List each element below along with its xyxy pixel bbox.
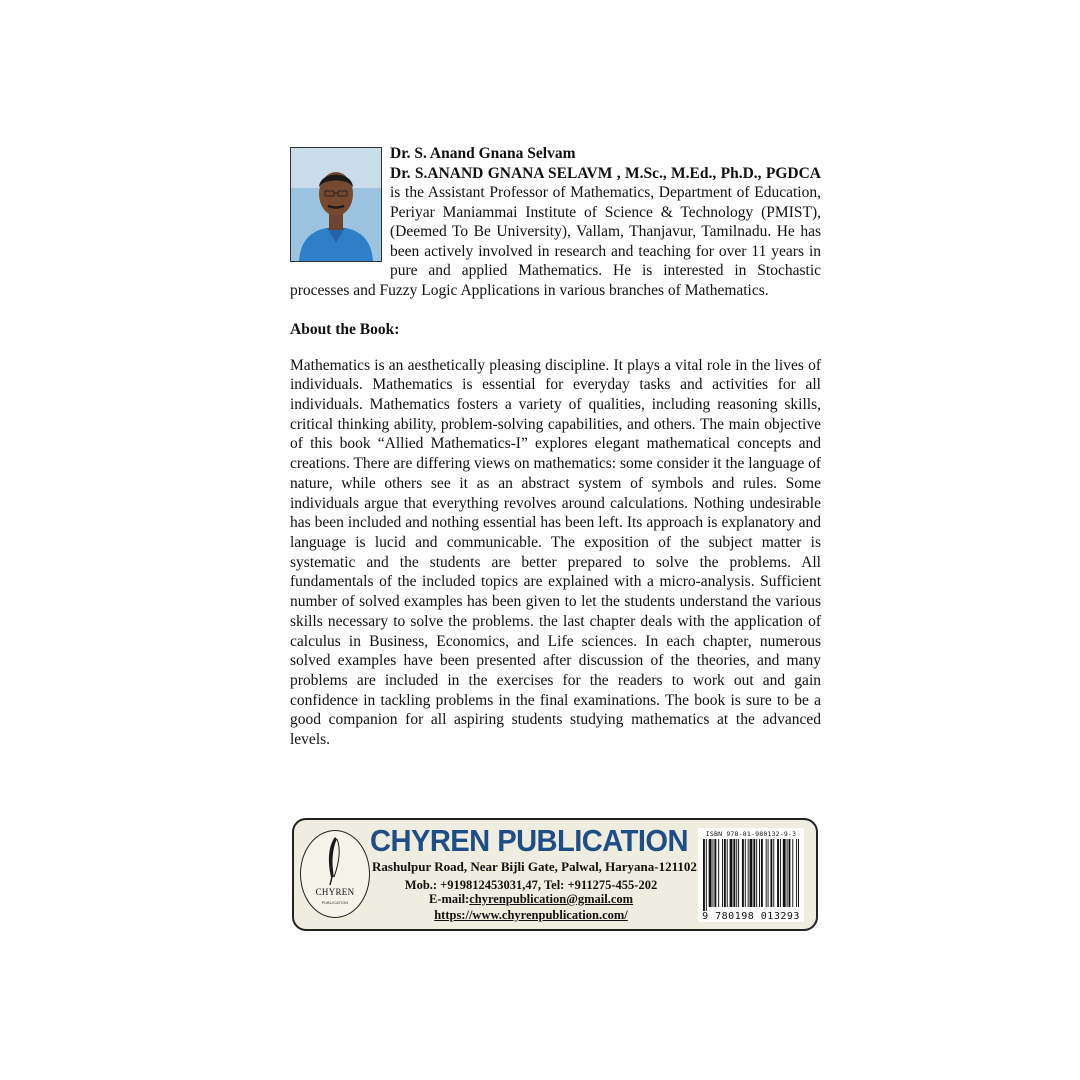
- barcode-bar: [703, 839, 705, 911]
- publisher-email-line: [372, 892, 690, 907]
- barcode-bar: [718, 839, 719, 907]
- barcode-bar: [796, 839, 797, 907]
- quill-pen-icon: [301, 831, 369, 887]
- barcode-bar: [789, 839, 791, 907]
- barcode-bar: [787, 839, 788, 907]
- about-book-text: Mathematics is an aesthetically pleasing discipline. It plays a vital role in the lives of individuals. Mathematics is essential for everyday tasks and activities for all individuals. Mathematics fosters a variety of qualities, including reasoning skills, critical thinking ability, problem-solving capabilities, and others. The main objective of this book “Allied Mathematics-I” explores elegant mathematical concepts and creations. There are differing views on mathematics: some consider it the language of nature, while others see it as an abstract system of symbols and rules. Some individuals argue that everything revolves around calculations. Nothing undesirable has been included and nothing essential has been left. Its approach is explanatory and language is lucid and communicable. The exposition of the subject matter is systematic and the students are better prepared to solve the problems. All fundamentals of the included topics are explained with a micro-analysis. Sufficient number of solved examples has been given to let the students understand the various skills necessary to solve the problems. the last chapter deals with the application of calculus in Business, Economics, and Life sciences. In each chapter, numerous solved examples have been presented after discussion of the theories, and many problems are included in the exercises for the readers to work out and gain confidence in tackling problems in the final examinations. The book is sure to be a good companion for all aspiring students studying mathematics at the advanced levels.: [290, 356, 821, 749]
- barcode-bar: [770, 839, 772, 907]
- barcode-bar: [748, 839, 749, 907]
- logo-subtext: PUBLICATION: [321, 901, 349, 905]
- barcode-bar: [756, 839, 757, 907]
- barcode-bar: [742, 839, 744, 907]
- barcode-bar: [745, 839, 746, 907]
- barcode-bar: [733, 839, 735, 907]
- back-cover-content: [290, 144, 821, 750]
- author-photo: [290, 147, 382, 262]
- publisher-address: Rashulpur Road, Near Bijli Gate, Palwal, Haryana-121102: [372, 859, 697, 874]
- about-book-heading: About the Book:: [290, 320, 400, 338]
- isbn-label: ISBN 978-81-980132-9-3: [705, 830, 797, 838]
- publisher-phone: Mob.: +919812453031,47, Tel: +911275-455-202: [404, 878, 658, 892]
- publisher-box: [292, 818, 818, 931]
- isbn-barcode: [698, 828, 804, 922]
- isbn-digits: 9 780198 013293: [702, 911, 800, 922]
- email-label: E-mail:: [428, 892, 470, 906]
- barcode-bar: [798, 839, 799, 907]
- barcode-bar: [738, 839, 739, 907]
- author-bio-block: [290, 144, 821, 301]
- barcode-bar: [730, 839, 733, 907]
- barcode-bar: [777, 839, 779, 907]
- barcode-bar: [753, 839, 755, 907]
- author-credentials: Dr. S.ANAND GNANA SELAVM , M.Sc., M.Ed., Ph.D., PGDCA: [390, 164, 821, 182]
- barcode-bar: [792, 839, 793, 907]
- barcode-bar: [780, 839, 781, 907]
- barcode-bar: [709, 839, 712, 907]
- barcode-bar: [768, 839, 769, 907]
- barcode-bar: [766, 839, 767, 907]
- author-name: Dr. S. Anand Gnana Selvam: [390, 145, 576, 162]
- barcode-bar: [713, 839, 714, 907]
- barcode-bar: [783, 839, 786, 907]
- barcode-bar: [714, 839, 716, 907]
- barcode-bar: [724, 839, 726, 907]
- publisher-logo: [300, 830, 370, 918]
- email-link[interactable]: chyrenpublication@gmail.com: [469, 892, 634, 906]
- barcode-icon: [703, 839, 799, 911]
- barcode-bar: [750, 839, 753, 907]
- barcode-bar: [759, 839, 760, 907]
- barcode-bar: [736, 839, 737, 907]
- barcode-bar: [706, 839, 707, 911]
- logo-text: CHYREN: [315, 887, 355, 897]
- publisher-website-link[interactable]: https://www.chyrenpublication.com/: [434, 908, 628, 922]
- author-bio-text: is the Assistant Professor of Mathematics, Department of Education, Periyar Maniammai Institute of Science & Technology (PMIST), (Deemed To Be University), Vallam, Thanjavur, Tamilnadu. He has been actively involved in research and teaching for over 11 years in pure and applied Mathematics. He is interested in Stochastic processes and Fuzzy Logic Applications in various branches of Mathematics.: [290, 184, 821, 300]
- barcode-bar: [727, 839, 728, 907]
- barcode-bar: [761, 839, 763, 907]
- barcode-bar: [773, 839, 774, 907]
- publisher-name: CHYREN PUBLICATION: [370, 823, 688, 858]
- barcode-bar: [722, 839, 723, 907]
